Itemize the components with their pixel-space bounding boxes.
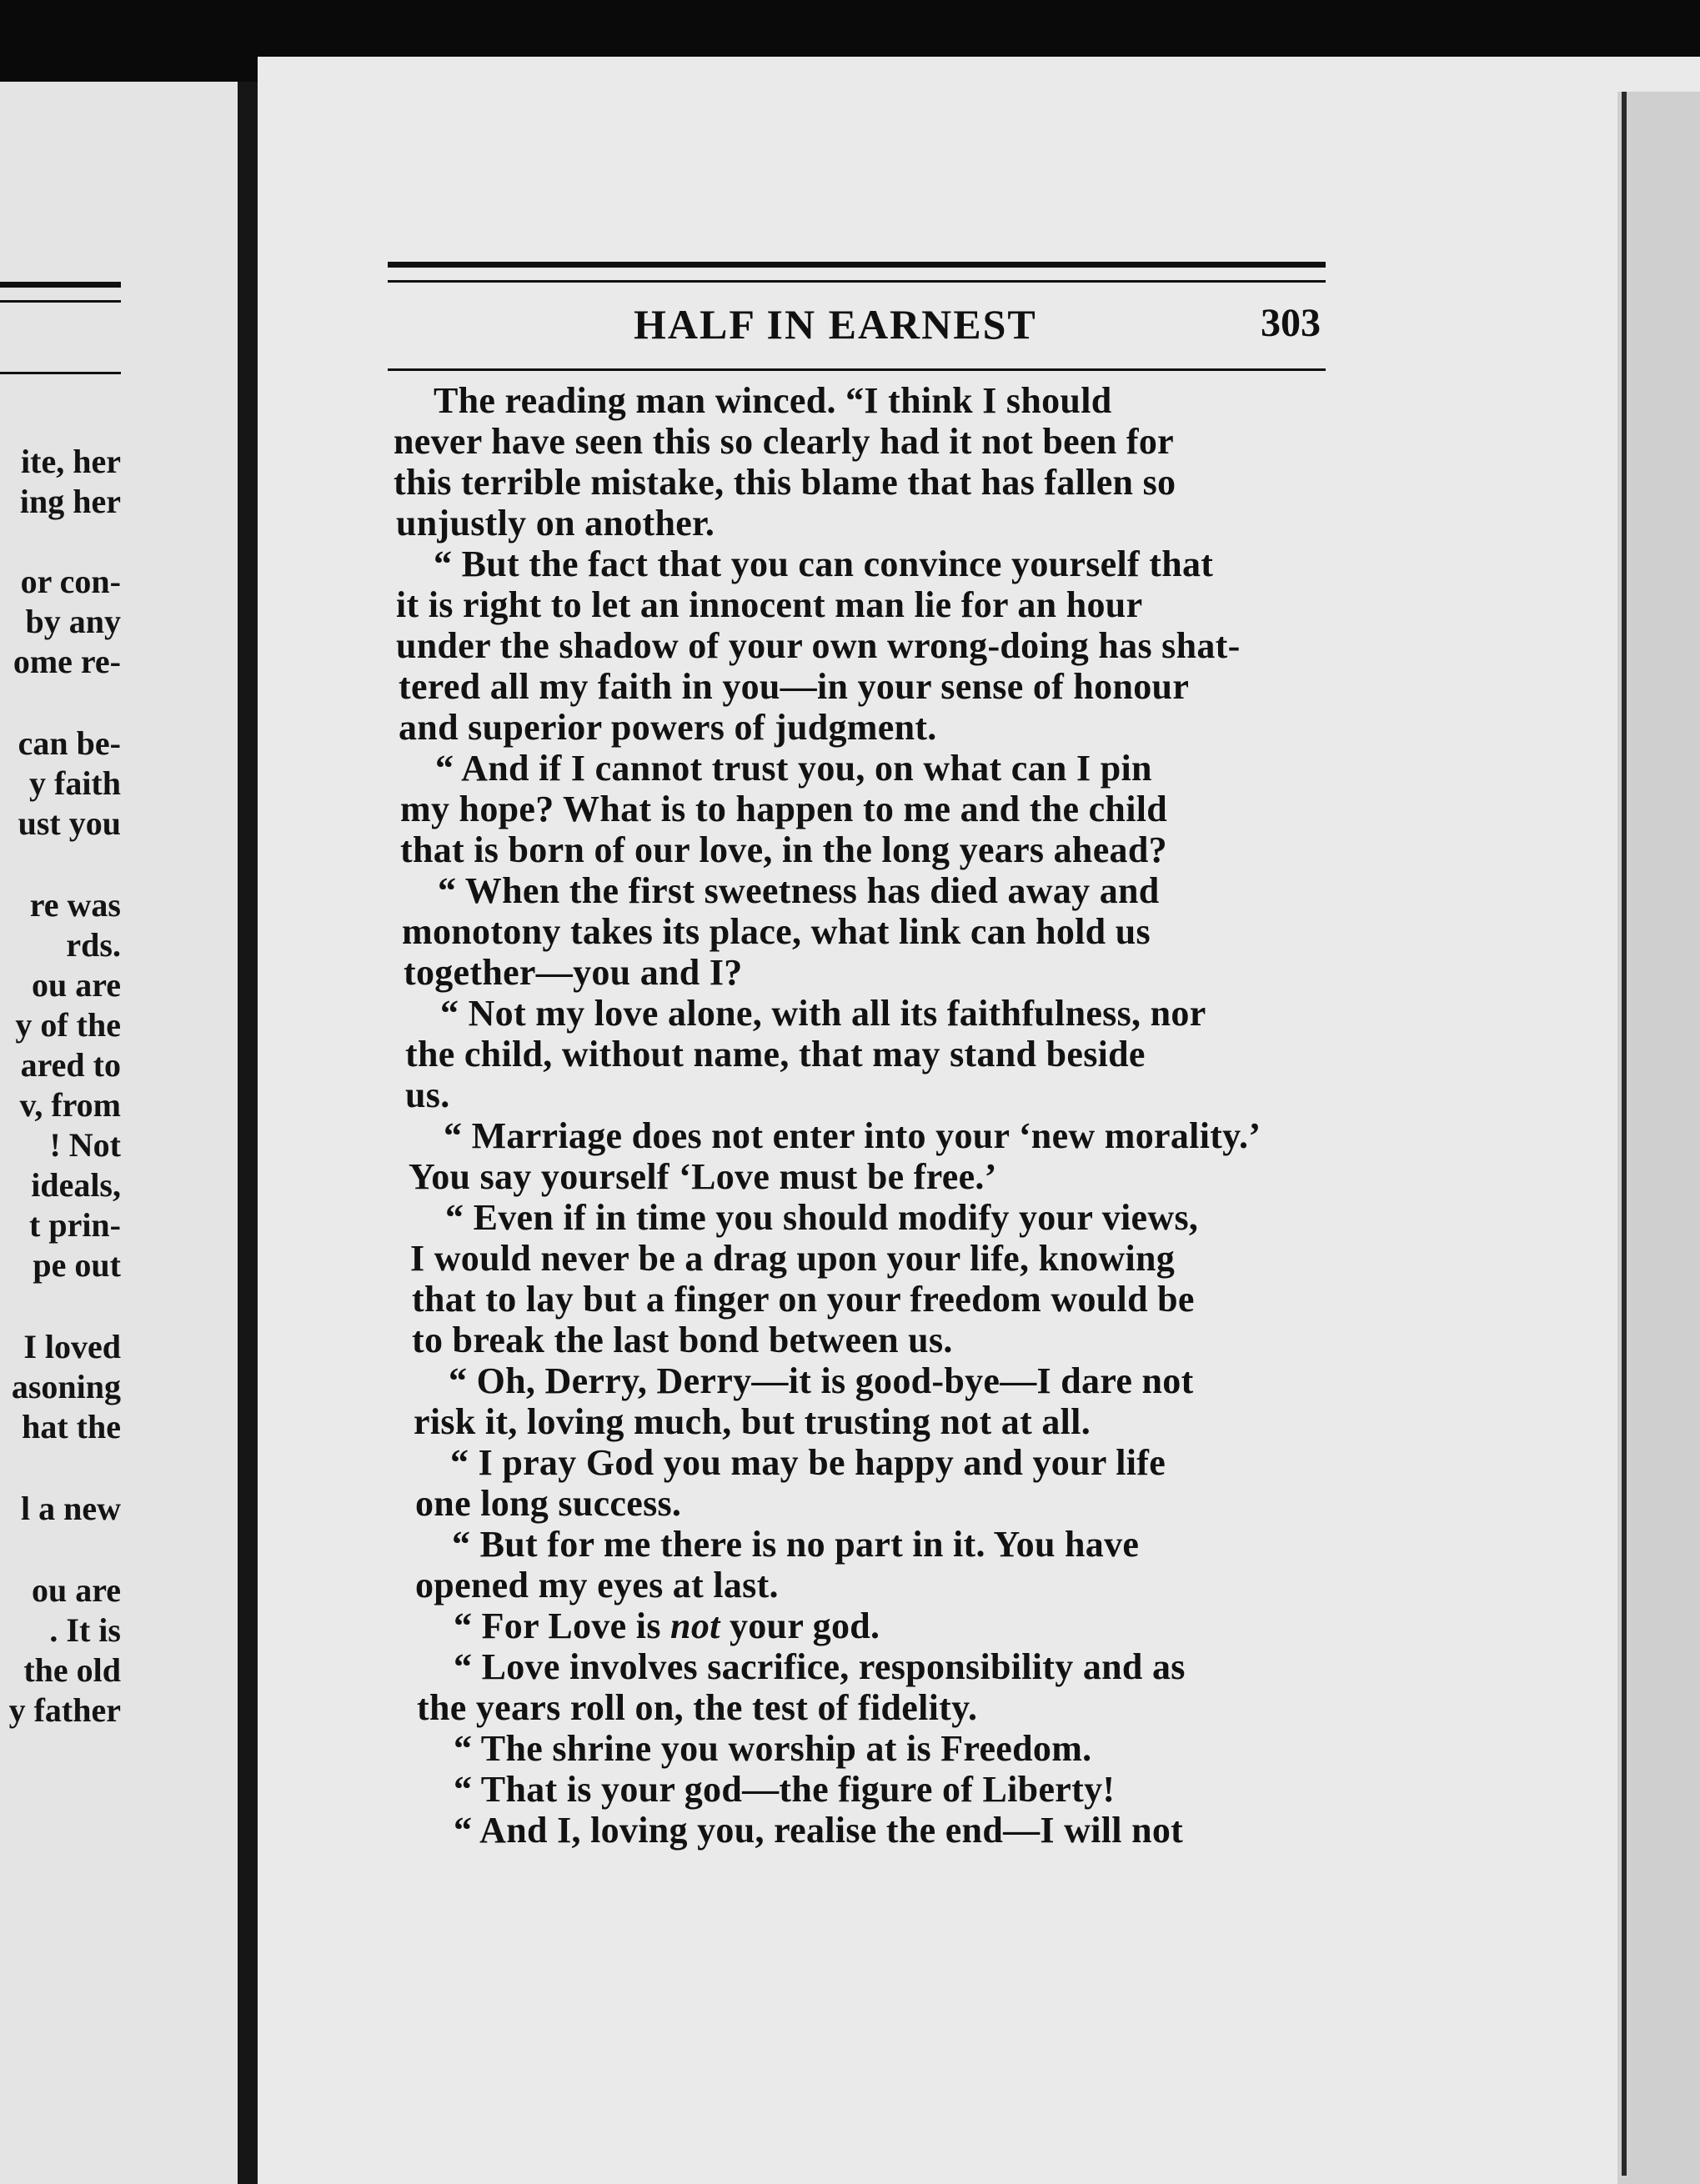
left-page-line: y faith — [29, 764, 121, 802]
body-line: this terrible mistake, this blame that has fallen so — [394, 462, 1176, 503]
left-page — [0, 82, 238, 2184]
left-page-line: by any — [25, 603, 121, 640]
left-page-line: ou are — [31, 966, 121, 1004]
left-page-line: ! Not — [49, 1126, 121, 1164]
left-page-line: can be- — [18, 724, 121, 762]
body-line: “ Even if in time you should modify your views, — [445, 1197, 1199, 1238]
left-page-rule — [0, 372, 121, 374]
body-line: monotony takes its place, what link can hold us — [402, 911, 1151, 952]
body-line: “ And I, loving you, realise the end—I will not — [454, 1810, 1184, 1851]
body-line-part: “ For Love is — [454, 1605, 671, 1646]
body-line: “ Love involves sacrifice, responsibility and as — [454, 1646, 1186, 1687]
left-page-rule — [0, 282, 121, 288]
page-number: 303 — [1261, 301, 1321, 345]
body-line: never have seen this so clearly had it not been for — [394, 421, 1174, 462]
body-line: the years roll on, the test of fidelity. — [417, 1687, 978, 1728]
left-page-line: ared to — [20, 1046, 121, 1084]
left-page-line: ome re- — [13, 643, 121, 680]
left-page-line: pe out — [33, 1246, 121, 1284]
body-line: opened my eyes at last. — [415, 1565, 779, 1605]
body-line: “ But for me there is no part in it. You have — [452, 1524, 1140, 1565]
body-line: that to lay but a finger on your freedom would be — [412, 1279, 1195, 1320]
header-rule-thick — [388, 262, 1326, 268]
body-line: and superior powers of judgment. — [399, 707, 937, 748]
left-page-line: rds. — [66, 926, 121, 964]
page-edge-line — [1622, 92, 1627, 2176]
left-page-line: y father — [8, 1691, 121, 1729]
left-page-line: hat the — [22, 1408, 121, 1445]
body-line: “ Oh, Derry, Derry—it is good-bye—I dare not — [449, 1360, 1194, 1401]
left-page-line: ideals, — [31, 1166, 121, 1204]
page-edge — [1617, 92, 1700, 2184]
left-page-line: asoning — [11, 1368, 121, 1405]
body-line: us. — [405, 1074, 450, 1115]
emphasis-not: not — [670, 1605, 720, 1646]
body-line: The reading man winced. “I think I should — [434, 380, 1112, 421]
left-page-line: t prin- — [29, 1206, 121, 1244]
body-line: “ But the fact that you can convince yourself that — [434, 543, 1214, 584]
left-page-line: l a new — [21, 1490, 121, 1527]
left-page-rule — [0, 300, 121, 303]
body-line: “ Not my love alone, with all its faithfulness, nor — [440, 993, 1206, 1034]
left-page-line: v, from — [19, 1086, 121, 1124]
body-line: risk it, loving much, but trusting not at all. — [414, 1401, 1091, 1442]
left-page-line: I loved — [23, 1328, 121, 1365]
body-line: it is right to let an innocent man lie for an hour — [396, 584, 1143, 625]
left-page-line: ing her — [19, 483, 121, 520]
left-page-line: y of the — [15, 1006, 121, 1044]
body-line: one long success. — [415, 1483, 682, 1524]
body-line: under the shadow of your own wrong-doing has shat- — [396, 625, 1241, 666]
running-head: HALF IN EARNEST — [634, 301, 1037, 348]
body-line: that is born of our love, in the long years ahead? — [400, 829, 1167, 870]
body-line: “ I pray God you may be happy and your life — [450, 1442, 1166, 1483]
body-line: my hope? What is to happen to me and the child — [400, 789, 1168, 829]
left-page-line: the old — [23, 1651, 121, 1689]
body-line: “ When the first sweetness has died away and — [438, 870, 1160, 911]
left-page-line: ite, her — [21, 443, 121, 480]
body-line: “ That is your god—the figure of Liberty! — [454, 1769, 1116, 1810]
header-underline — [388, 368, 1326, 371]
body-line: tered all my faith in you—in your sense of honour — [399, 666, 1190, 707]
body-line: I would never be a drag upon your life, knowing — [410, 1238, 1176, 1279]
left-page-line: re was — [29, 886, 121, 924]
body-line-part: your god. — [720, 1605, 880, 1646]
body-line: “ Marriage does not enter into your ‘new morality.’ — [444, 1115, 1261, 1156]
body-line: unjustly on another. — [396, 503, 715, 543]
body-line: “ And if I cannot trust you, on what can I pin — [435, 748, 1152, 789]
body-line: You say yourself ‘Love must be free.’ — [409, 1156, 997, 1197]
body-line: to break the last bond between us. — [412, 1320, 953, 1360]
body-line-italic — [454, 1605, 880, 1647]
book-gutter — [238, 82, 258, 2184]
left-page-line: ust you — [18, 804, 121, 842]
left-page-line: ou are — [31, 1571, 121, 1609]
body-line: together—you and I? — [404, 952, 743, 993]
header-rule-thin — [388, 280, 1326, 283]
left-page-line: . It is — [49, 1611, 121, 1649]
body-line: the child, without name, that may stand beside — [405, 1034, 1146, 1074]
body-line: “ The shrine you worship at is Freedom. — [454, 1728, 1092, 1769]
left-page-line: or con- — [20, 563, 121, 600]
